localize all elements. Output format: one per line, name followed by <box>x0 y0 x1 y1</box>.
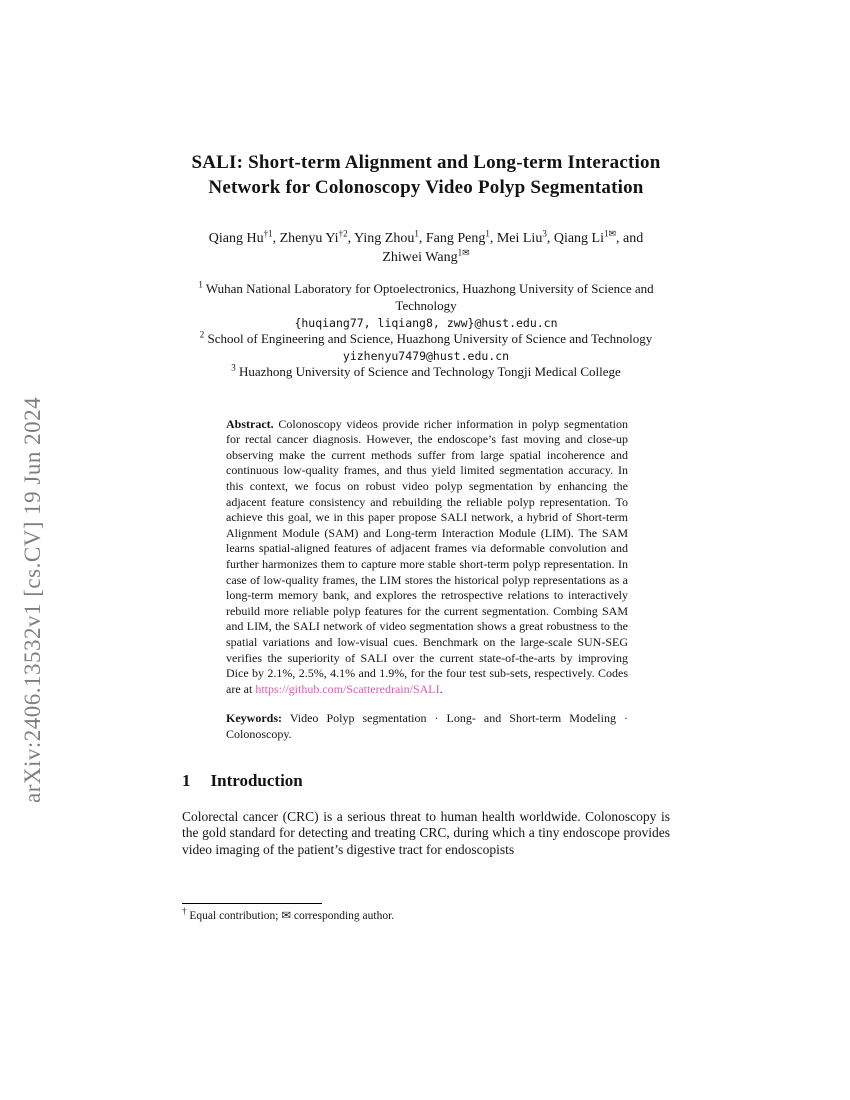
author-line-1 <box>182 230 670 249</box>
affiliation-2 <box>182 331 670 348</box>
section-heading-introduction <box>182 771 670 791</box>
author-superscript: 1✉ <box>603 228 617 239</box>
author-separator: , and <box>616 231 644 247</box>
author-zhenyu-yi: Zhenyu Yi$^{\dagger 2}$, <box>279 228 355 247</box>
affiliation-text: School of Engineering and Science, Huazhong University of Science and Technology <box>207 330 653 346</box>
paper-title: SALI: Short-term Alignment and Long-term Interaction Network for Colonoscopy Video Polyp Segmentation <box>191 152 661 199</box>
author-separator: , <box>272 231 280 247</box>
footnote <box>182 903 670 925</box>
arxiv-watermark: arXiv:2406.13532v1 [cs.CV] 19 Jun 2024 <box>20 396 45 803</box>
abstract-text: Colonoscopy videos provide richer information in polyp segmentation for rectal cancer diagnosis. However, the endoscope’s fast moving and close-up observing make the current methods suffer from large spatial incoherence and continuous low-quality frames, and thus yield limited segmentation accuracy. In this context, we focus on robust video polyp segmentation by enhancing the adjacent feature consistency and rebuilding the reliable polyp representation. To achieve this goal, we in this paper propose SALI network, a hybrid of Short-term Alignment Module (SAM) and Long-term Interaction Module (LIM). The SAM learns spatial-aligned features of adjacent frames via deformable convolution and further harmonizes them to capture more stable short-term polyp representation. In case of low-quality frames, the LIM stores the historical polyp representations as a long-term memory bank, and explores the retrospective relations to interactively rebuild more reliable polyp features for the current segmentation. Combing SAM and LIM, the SALI network of video segmentation shows a great robustness to the spatial variations and low-visual cues. Benchmark on the large-scale SUN-SEG verifies the superiority of SALI over the current state-of-the-arts by improving Dice by 2.1%, 2.5%, 4.1% and 1.9%, for the four test sub-sets, respectively. Codes are at <box>226 416 628 696</box>
affiliation-list <box>182 281 670 381</box>
author-superscript: 3 <box>542 228 547 239</box>
author-superscript: 1✉ <box>457 247 470 258</box>
affiliation-marker: 2 <box>199 329 205 340</box>
affiliation-text: Wuhan National Laboratory for Optoelectronics, Huazhong University of Science and Technology <box>205 280 654 313</box>
author-line-2 <box>182 249 670 268</box>
author-qiang-li: Qiang $Li^{1✉}$, and <box>553 228 644 247</box>
author-superscript: †1 <box>263 228 273 239</box>
abstract-label: Abstract. <box>226 416 274 431</box>
author-qiang-hu: Qiang Hu$^{\dagger 1}$, <box>208 228 280 247</box>
intro-paragraph: Colorectal cancer (CRC) is a serious threat to human health worldwide. Colonoscopy is the gold standard for detecting and treating CRC, during which a tiny endoscope provides video imaging of the patient’s digestive tract for endoscopists <box>182 808 670 858</box>
author-separator: , <box>347 231 355 247</box>
section-title: Introduction <box>210 770 303 790</box>
affiliation-1-email: {huqiang77, liqiang8, zww}@hust.edu.cn <box>294 315 558 330</box>
affiliation-1 <box>182 281 670 315</box>
footnote-rule <box>182 903 322 904</box>
affiliation-marker: 1 <box>198 279 203 290</box>
author-separator: , <box>546 231 554 247</box>
author-separator: , <box>418 231 426 247</box>
paper-content <box>182 0 670 859</box>
keywords <box>226 711 628 742</box>
author-list <box>182 230 670 268</box>
author-fang-peng: Fang Peng$^1$, <box>425 228 497 247</box>
author-superscript: 1 <box>414 228 419 239</box>
abstract-final-period: . <box>439 681 443 696</box>
keywords-text: Video Polyp segmentation · Long- and Short-term Modeling · Colonoscopy. <box>226 711 628 741</box>
affiliation-3 <box>182 364 670 381</box>
author-ying-zhou: Ying Zhou$^1$, <box>354 228 426 247</box>
author-superscript: †2 <box>338 228 348 239</box>
affiliation-2-email: yizhenyu7479@hust.edu.cn <box>342 348 510 363</box>
footnote-marker: † <box>182 906 187 917</box>
affiliation-text: Huazhong University of Science and Technology Tongji Medical College <box>238 363 621 379</box>
author-superscript: 1 <box>485 228 490 239</box>
github-link[interactable]: https://github.com/Scatteredrain/SALI <box>255 681 440 696</box>
footnote-text: † Equal contribution; ✉ corresponding author. <box>182 906 395 922</box>
author-mei-liu: Mei Liu$^3$, <box>496 228 554 247</box>
keywords-label: Keywords: <box>226 711 282 726</box>
affiliation-marker: 3 <box>231 362 236 373</box>
abstract <box>226 417 628 698</box>
author-zhiwei-wang: Zhiwei Wang$^{1✉}$ <box>382 247 470 266</box>
section-number: 1 <box>182 770 191 790</box>
author-separator: , <box>489 231 497 247</box>
